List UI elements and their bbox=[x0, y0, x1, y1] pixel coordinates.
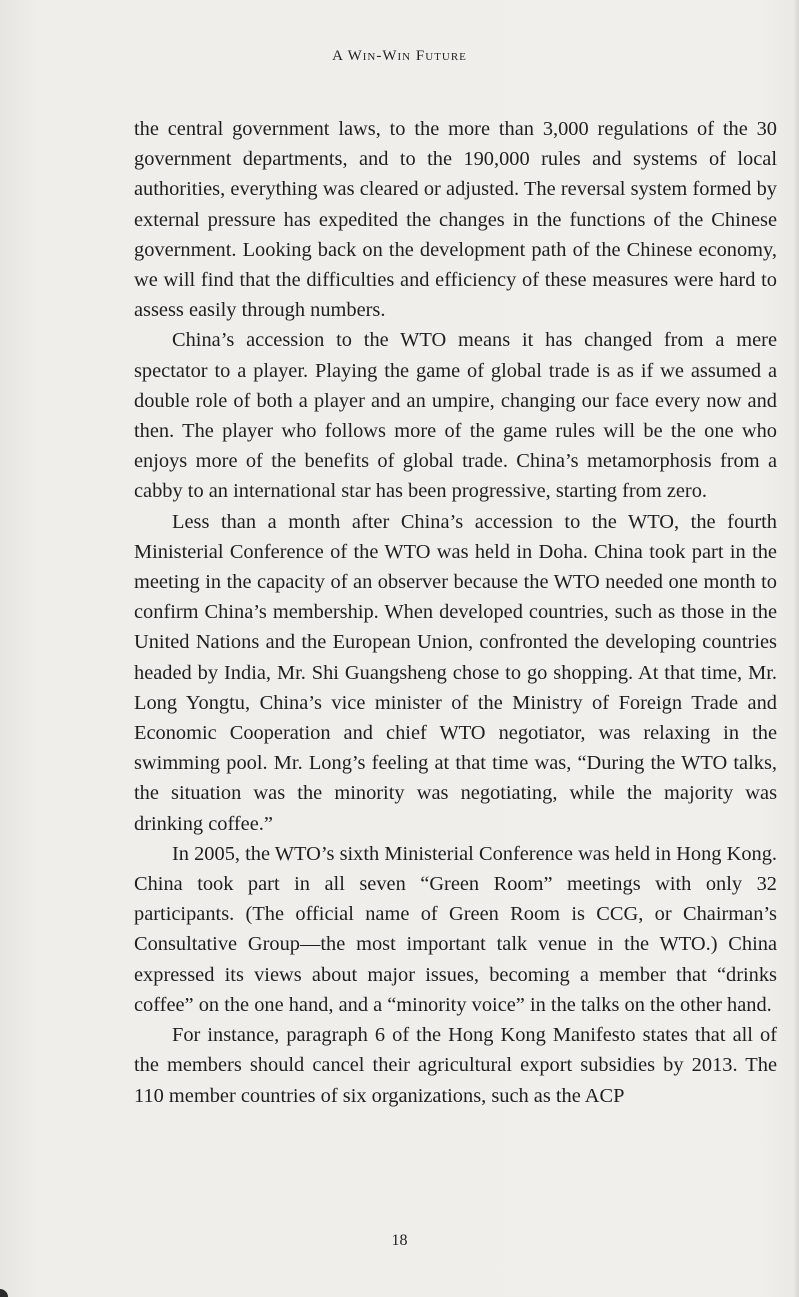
scan-corner-mark bbox=[0, 1289, 8, 1297]
running-head: A Win-Win Future bbox=[332, 48, 467, 64]
paragraph: For instance, paragraph 6 of the Hong Kong Manifesto states that all of the members should cancel their agricultural export subsidies by 2013. The 110 member countries of six organizations, such as the ACP bbox=[134, 1024, 777, 1107]
paragraph: In 2005, the WTO’s sixth Ministerial Conference was held in Hong Kong. China took part in all seven “Green Room” meetings with only 32 participants. (The official name of Green Room is CCG, or Chairman’s Consultative Group—the most important talk venue in the WTO.) China expressed its views about major issues, becoming a member that “drinks coffee” on the one hand, and a “minority voice” in the talks on the other hand. bbox=[134, 842, 777, 1016]
page-edge-shadow bbox=[793, 0, 799, 1297]
body-text bbox=[134, 114, 777, 1111]
page-number: 18 bbox=[391, 1232, 408, 1249]
paragraph: China’s accession to the WTO means it has changed from a mere spectator to a player. Playing the game of global trade is as if we assumed a double role of both a player and an umpire, changing our face every now and then. The player who follows more of the game rules will be the one who enjoys more of the benefits of global trade. China’s metamorphosis from a cabby to an international star has been progressive, starting from zero. bbox=[134, 329, 777, 503]
paragraph: Less than a month after China’s accession to the WTO, the fourth Ministerial Conference of the WTO was held in Doha. China took part in the meeting in the capacity of an observer because the WTO needed one month to confirm China’s membership. When developed countries, such as those in the United Nations and the European Union, confronted the developing countries headed by India, Mr. Shi Guangsheng chose to go shopping. At that time, Mr. Long Yongtu, China’s vice minister of the Ministry of Foreign Trade and Economic Cooperation and chief WTO negotiator, was relaxing in the swimming pool. Mr. Long’s feeling at that time was, “During the WTO talks, the situation was the minority was negotiating, while the majority was drinking coffee.” bbox=[134, 510, 777, 835]
paragraph-continued: the central government laws, to the more than 3,000 regulations of the 30 government departments, and to the 190,000 rules and systems of local authorities, everything was cleared or adjusted. The reversal system formed by external pressure has expedited the changes in the functions of the Chinese government. Looking back on the development path of the Chinese economy, we will find that the difficulties and efficiency of these measures were hard to assess easily through numbers. bbox=[134, 118, 777, 322]
